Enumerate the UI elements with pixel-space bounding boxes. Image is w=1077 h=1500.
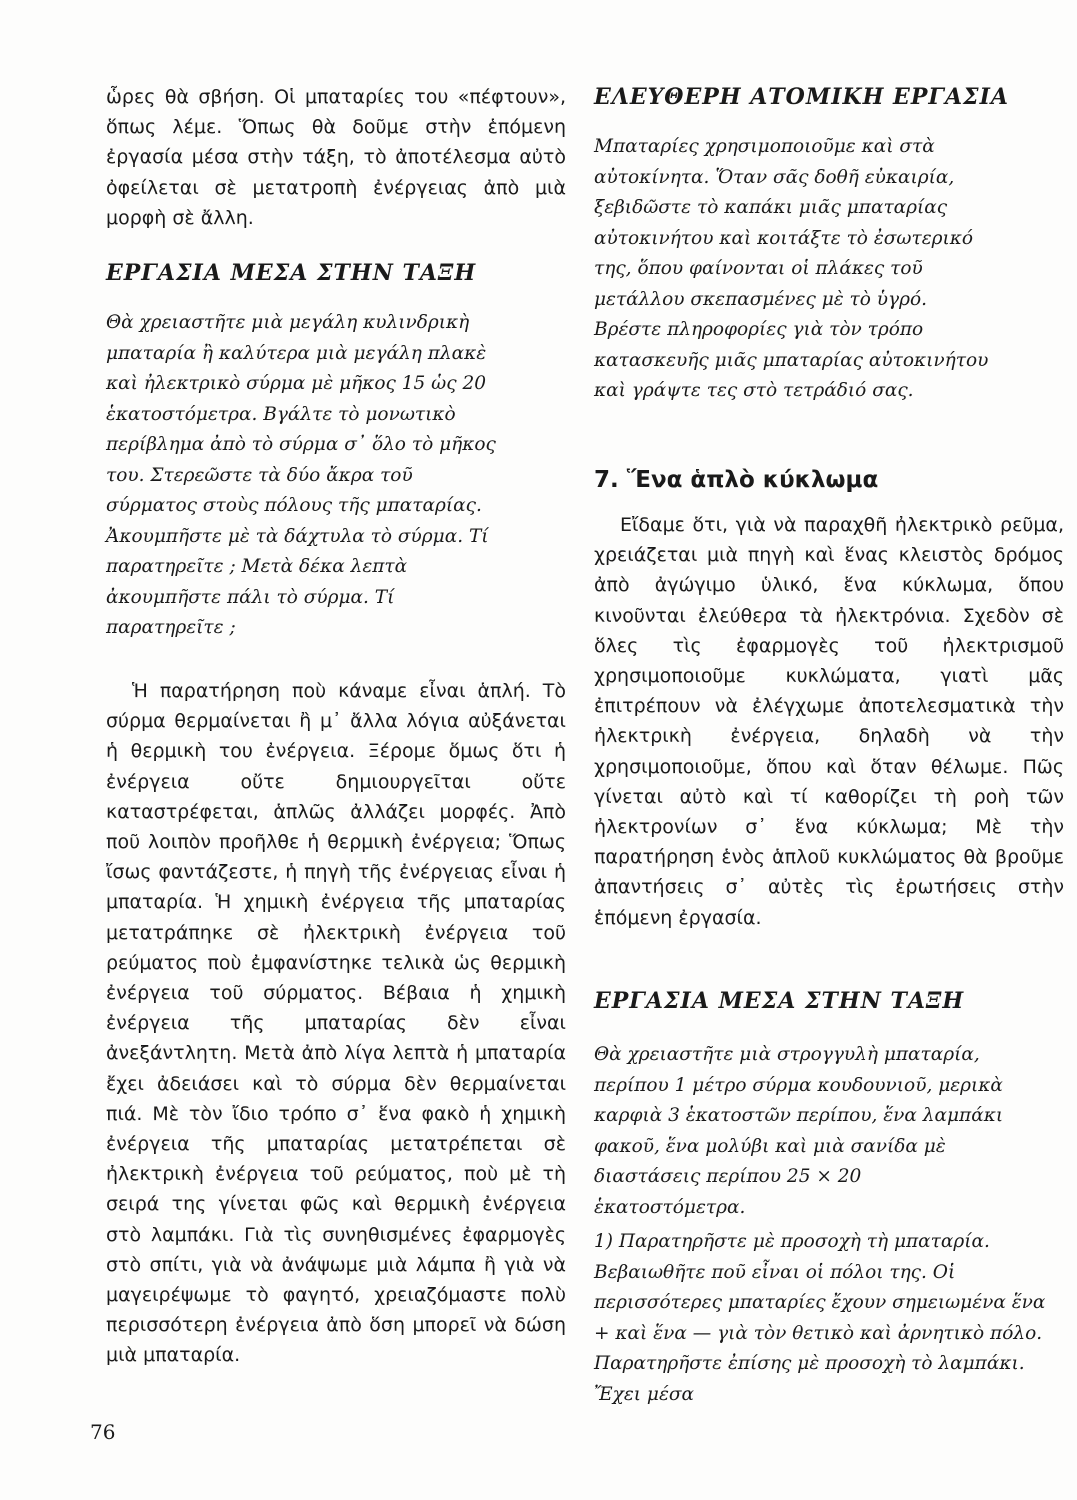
intro-paragraph: ὧρες θὰ σβήση. Οἱ μπαταρίες του «πέφτουν», ὅπως λέμε. Ὅπως θὰ δοῦμε στὴν ἑπόμενη ἐργασία μέσα στὴν τάξη, τὸ ἀποτέλεσμα αὐτὸ ὀφείλεται σὲ μετατροπὴ ἐνέργειας ἀπὸ μιὰ μορφὴ σὲ ἄλλη. bbox=[106, 86, 566, 229]
activity-heading-2: ΕΡΓΑΣΙΑ ΜΕΣΑ ΣΤΗΝ ΤΑΞΗ bbox=[594, 988, 965, 1014]
free-work-heading: ΕΛΕΥΘΕΡΗ ΑΤΟΜΙΚΗ ΕΡΓΑΣΙΑ bbox=[594, 84, 1009, 110]
activity-heading: ΕΡΓΑΣΙΑ ΜΕΣΑ ΣΤΗΝ ΤΑΞΗ bbox=[106, 260, 477, 286]
section-paragraph: Εἴδαμε ὅτι, γιὰ νὰ παραχθῆ ἠλεκτρικὸ ρεῦμα, χρειάζεται μιὰ πηγὴ καὶ ἕνας κλειστὸς δρόμος ἀπὸ ἀγώγιμο ὑλικό, ἕνα κύκλωμα, ὅπου κινοῦνται ἐλεύθερα τὰ ἠλεκτρόνια. Σχεδὸν σὲ ὅλες τὶς ἐφαρμογὲς τοῦ ἠλεκτρισμοῦ χρησιμοποιοῦμε κυκλώματα, γιατὶ μᾶς ἐπιτρέπουν νὰ ἐλέγχωμε ἀποτελεσματικὰ τὴν ἠλεκτρικὴ ἐνέργεια, δηλαδὴ νὰ τὴν χρησιμοποιοῦμε, ὅπου καὶ ὅταν θέλωμε. Πῶς γίνεται αὐτὸ καὶ τί καθορίζει τὴ ροὴ τῶν ἠλεκτρονίων σ᾽ ἕνα κύκλωμα; Μὲ τὴν παρατήρηση ἑνὸς ἁπλοῦ κυκλώματος θὰ βροῦμε ἀπαντήσεις σ᾽ αὐτὲς τὶς ἐρωτήσεις στὴν ἑπόμενη ἐργασία. bbox=[594, 514, 1064, 929]
page-number: 76 bbox=[90, 1420, 116, 1444]
step-text: 1) Παρατηρῆστε μὲ προσοχὴ τὴ μπαταρία. Βεβαιωθῆτε ποῦ εἶναι οἱ πόλοι της. Οἱ περισσότερες μπαταρίες ἔχουν σημειωμένα ἕνα + καὶ ἕνα — γιὰ τὸν θετικὸ καὶ ἀρνητικὸ πόλο. Παρατηρῆστε ἐπίσης μὲ προσοχὴ τὸ λαμπάκι. Ἔχει μέσα bbox=[594, 1231, 1046, 1405]
section-title: 7. Ἕνα ἁπλὸ κύκλωμα bbox=[594, 467, 879, 493]
explanation-paragraph: Ἡ παρατήρηση ποὺ κάναμε εἶναι ἁπλή. Τὸ σύρμα θερμαίνεται ἢ μ᾽ ἄλλα λόγια αὐξάνεται ἡ θερμικὴ του ἐνέργεια. Ξέρομε ὅμως ὅτι ἡ ἐνέργεια οὔτε δημιουργεῖται οὔτε καταστρέφεται, ἁπλῶς ἀλλάζει μορφές. Ἀπὸ ποῦ λοιπὸν προῆλθε ἡ θερμικὴ ἐνέργεια; Ὅπως ἴσως φαντάζεστε, ἡ πηγὴ τῆς ἐνέργειας εἶναι ἡ μπαταρία. Ἡ χημικὴ ἐνέργεια τῆς μπαταρίας μετατράπηκε σὲ ἠλεκτρικὴ ἐνέργεια τοῦ ρεύματος ποὺ ἐμφανίστηκε τελικὰ ὡς θερμικὴ ἐνέργεια τοῦ σύρματος. Βέβαια ἡ χημικὴ ἐνέργεια τῆς μπαταρίας δὲν εἶναι ἀνεξάντλητη. Μετὰ ἀπὸ λίγα λεπτὰ ἡ μπαταρία ἔχει ἀδειάσει καὶ τὸ σύρμα δὲν θερμαίνεται πιά. Μὲ τὸν ἴδιο τρόπο σ᾽ ἕνα φακὸ ἡ χημικὴ ἐνέργεια τῆς μπαταρίας μετατρέπεται σὲ ἠλεκτρικὴ ἐνέργεια τοῦ ρεύματος, ποὺ μὲ τὴ σειρά της γίνεται φῶς καὶ θερμικὴ ἐνέργεια στὸ λαμπάκι. Γιὰ τὶς συνηθισμένες ἐφαρμογὲς στὸ σπίτι, γιὰ νὰ ἀνάψωμε μιὰ λάμπα ἢ γιὰ νὰ μαγειρέψωμε τὸ φαγητό, χρειαζόμαστε πολὺ περισσότερη ἐνέργεια ἀπὸ ὅση μπορεῖ νὰ δώση μιὰ μπαταρία. bbox=[106, 680, 566, 1367]
activity-text: Θὰ χρειαστῆτε μιὰ μεγάλη κυλινδρικὴ μπαταρία ἢ καλύτερα μιὰ μεγάλη πλακὲ καὶ ἠλεκτρικὸ σύρμα μὲ μῆκος 15 ὡς 20 ἑκατοστόμετρα. Βγάλτε τὸ μονωτικὸ περίβλημα ἀπὸ τὸ σύρμα σ᾽ ὅλο τὸ μῆκος του. Στερεῶστε τὰ δύο ἄκρα τοῦ σύρματος στοὺς πόλους τῆς μπαταρίας. Ἀκουμπῆστε μὲ τὰ δάχτυλα τὸ σύρμα. Τί παρατηρεῖτε ; Μετὰ δέκα λεπτὰ ἀκουμπῆστε πάλι τὸ σύρμα. Τί παρατηρεῖτε ; bbox=[106, 312, 496, 638]
activity-text-2: Θὰ χρειαστῆτε μιὰ στρογγυλὴ μπαταρία, περίπου 1 μέτρο σύρμα κουδουνιοῦ, μερικὰ καρφιὰ 3 ἑκατοστῶν περίπου, ἕνα λαμπάκι φακοῦ, ἕνα μολύβι καὶ μιὰ σανίδα μὲ διαστάσεις περίπου 25 × 20 ἑκατοστόμετρα. bbox=[594, 1044, 1004, 1218]
free-work-text: Μπαταρίες χρησιμοποιοῦμε καὶ στὰ αὐτοκίνητα. Ὅταν σᾶς δοθῆ εὐκαιρία, ξεβιδῶστε τὸ καπάκι μιᾶς μπαταρίας αὐτοκινήτου καὶ κοιτάξτε τὸ ἐσωτερικό της, ὅπου φαίνονται οἱ πλάκες τοῦ μετάλλου σκεπασμένες μὲ τὸ ὑγρό. Βρέστε πληροφορίες γιὰ τὸν τρόπο κατασκευῆς μιᾶς μπαταρίας αὐτοκινήτου καὶ γράψτε τες στὸ τετράδιό σας. bbox=[594, 136, 989, 401]
